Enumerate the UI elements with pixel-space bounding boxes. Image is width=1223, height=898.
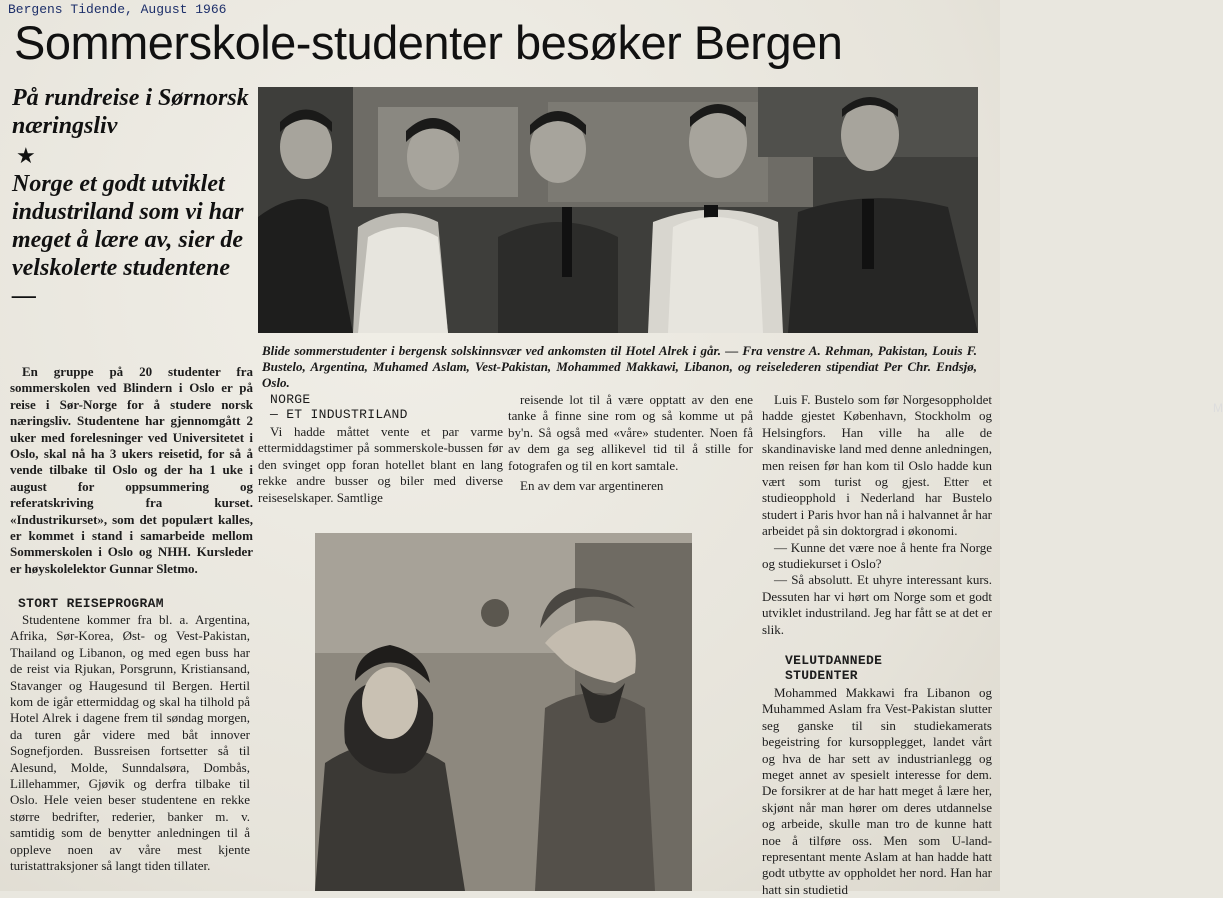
reiseprogram-text: Studentene kommer fra bl. a. Argentina, Afrika, Sør-Korea, Øst- og Vest-Pakistan, Thailand og Libanon, og med egen buss har de reist via Rjukan, Porsgrunn, Kristiansand, Stavanger og Haugesund til Bergen. Hertil kom de igår ettermiddag og skal ha tilhold på Hotel Alrek i dagene frem til søndag morgen, da turen går videre med båt innover Sognefjorden. Bussreisen fortsetter så til Alesund, Molde, Sunndalsøra, Dombås, Lillehammer, Gjøvik og derfra tilbake til Oslo. Hele veien beser studentene en rekke større bedrifter, rederier, banker m. v. samtidig som de benytter anledningen til å oppleve noen av våre mest kjente turistattraksjoner så langt tiden tillater.: [10, 612, 250, 874]
section-heading-reiseprogram: STORT REISEPROGRAM: [18, 596, 164, 611]
deck-line-2: Norge et godt utviklet industriland som vi har meget å lære av, sier de velskolerte studentene —: [12, 171, 244, 309]
norge-head-line-1: NORGE: [270, 392, 311, 407]
page-title: Sommerskole-studenter besøker Bergen: [14, 16, 843, 69]
column-c: [762, 392, 992, 638]
lede-text: En gruppe på 20 studenter fra sommerskolen ved Blindern i Oslo er på reise i Sør-Norge for å studere norsk næringsliv. Studentene har gjennomgått 2 uker med forelesninger ved Universitetet i Oslo, skal nå ha 3 ukers reisetid, for så å vende tilbake til Oslo og der ha 1 uke i august for oppsummering og referatskriving fra kurset. «Industrikurset», som det populært kalles, er kommet i stand i samarbeide mellom Sommerskolen i Oslo og NHH. Kursleder er høyskolelektor Gunnar Sletmo.: [10, 364, 253, 576]
source-label: Bergens Tidende, August 1966: [8, 2, 227, 17]
velutdannede-line-1: VELUTDANNEDE: [785, 653, 883, 668]
norge-head-line-2: — ET INDUSTRILAND: [270, 407, 408, 422]
film-still-image: [315, 533, 692, 891]
photo-caption: Blide sommerstudenter i bergensk solskinnsvær ved ankomsten til Hotel Alrek i går. — Fra venstre A. Rehman, Pakistan, Louis F. Bustelo, Argentina, Muhamed Aslam, Vest-Pakistan, Mohammed Makkawi, Libanon, og reiselederen stipendiat Per Chr. Endsjø, Oslo.: [262, 343, 977, 390]
column-a: [258, 424, 503, 506]
velutdannede-line-2: STUDENTER: [785, 668, 858, 683]
lede-paragraph: [10, 364, 253, 577]
film-still-photo: [315, 533, 692, 891]
section-heading-velutdannede: [785, 653, 882, 683]
column-c-paragraph-2: — Kunne det være noe å hente fra Norge og studiekurset i Oslo?: [762, 539, 992, 572]
column-a-text: Vi hadde måttet vente et par varme ettermiddagstimer på sommerskole-bussen før den svinget opp foran hotellet blant en lang rekke andre busser og biler med diverse reiseselskaper. Samtlige: [258, 424, 503, 505]
column-c2-text: Mohammed Makkawi fra Libanon og Muhammed Aslam fra Vest-Pakistan slutter seg ganske til sin studiekamerats begeistring for kursopplegget, landet vårt og hva de har sett av industrianlegg og meget annet av spesielt interesse for dem. De forsikrer at de har hatt meget å lære her, skjønt når man hører om deres utdannelse og arbeide, skulle man tro de kunne hatt noe å tilføre oss. Men som U-land-representant mente Aslam at han hadde hatt godt utbytte av oppholdet her nord. Han har hatt sin studietid: [762, 685, 992, 897]
column-b-paragraph-1: reisende lot til å være opptatt av den ene tanke å finne sine rom og så komme ut på by'n. Så også med «våre» studenter. Noen få av dem ga seg allikevel tid til å stille for fotografen og til en kort samtale.: [508, 392, 753, 473]
section-heading-norge: [270, 392, 408, 422]
deck-line-1: På rundreise i Sørnorsk næringsliv: [12, 85, 249, 139]
column-b-paragraph-2: En av dem var argentineren: [520, 478, 664, 494]
column-b: [508, 392, 753, 494]
column-c-paragraph-3: — Så absolutt. Et uhyre interessant kurs. Dessuten har vi hørt om Norge som et godt utviklet industriland. Jeg har fått se at det er slik.: [762, 572, 992, 637]
group-photo-image: [258, 87, 978, 333]
reiseprogram-column: [10, 612, 250, 875]
column-c-continued: [762, 685, 992, 898]
star-icon: ★: [16, 143, 36, 168]
photo-mark: M: [1213, 401, 1223, 415]
column-c-paragraph-1: Luis F. Bustelo som før Norgesoppholdet hadde gjestet København, Stockholm og Helsingfors. Han ville ha alle de skandinaviske land med denne anledningen, men reisen før han kom til Oslo hadde kun vært som turist og gjest. Etter et studieopphold i Nederland har Bustelo studert i Paris hvor han nå i halvannet år har arbeidet på sin doktorgrad i økonomi.: [762, 392, 992, 539]
